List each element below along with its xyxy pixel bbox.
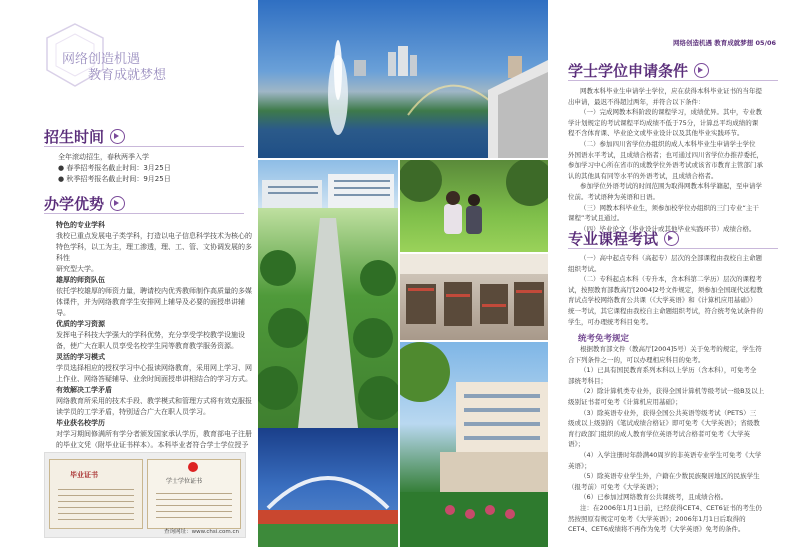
advantage-head: 优质的学习资源 xyxy=(56,320,105,328)
course-body xyxy=(568,253,793,327)
right-column xyxy=(548,0,800,547)
arrow-right-icon xyxy=(110,196,125,211)
exempt-title: 统考免考规定 xyxy=(578,334,630,344)
main-building-photo xyxy=(400,342,548,547)
seal-icon xyxy=(188,462,198,472)
advantage-line: 特色学科，以工为主，理工渗透，理、工、管、文协调发展的多科性 xyxy=(56,243,252,262)
main-building-scene xyxy=(400,342,548,547)
degree-line: 认的其他具有同等水平的外语考试，且成绩合格者。 xyxy=(568,171,718,180)
divider xyxy=(568,248,778,249)
degree-line: 位前。考试语种为英语和日语。 xyxy=(568,192,659,201)
advantage-line: 研究型大学。 xyxy=(56,265,98,273)
degree-line: 程不含体育课、毕业论文或毕业设计以及其他毕业实践环节。 xyxy=(568,129,744,138)
arrow-right-icon xyxy=(694,63,709,78)
degree-body xyxy=(568,86,793,234)
advantage-line: 对学习期间修满所有学分者颁发国家承认学历，教育部电子注册 xyxy=(56,430,252,438)
exempt-line: （3）除英语专业外，获得全国公共英语等级考试（PETS）三 xyxy=(580,408,757,417)
exempt-line: （报考前）可免考《大学英语》； xyxy=(568,482,663,491)
degree-certificate-sample xyxy=(147,459,241,529)
exempt-line: 部统考科目； xyxy=(568,376,607,385)
stadium-photo xyxy=(258,428,398,547)
course-line: 育试点学校网络教育公共课（《大学英语》和《计算机应用基础》） xyxy=(568,296,757,305)
campus-building-photo xyxy=(258,160,398,208)
degree-line: 参加学位外语考试的时间范围为取得网教本科学籍起，至申请学 xyxy=(580,182,762,191)
advantage-head: 雄厚的师资队伍 xyxy=(56,276,105,284)
course-title xyxy=(568,228,679,249)
exempt-line: 合下列条件之一的，可以办理相应科目的免考。 xyxy=(568,355,705,364)
slogan xyxy=(62,52,166,84)
divider xyxy=(44,213,244,214)
advantage-head: 毕业获名校学历 xyxy=(56,419,105,427)
advantage-body xyxy=(56,220,252,473)
students-scene xyxy=(400,160,548,252)
degree-line: 学计划规定的考试课程平均成绩不低于75分，计算总平均成绩的课 xyxy=(568,118,759,127)
advantage-line: 网络教育所采用的技术手段、教学模式和管理方式将有效克服报 xyxy=(56,397,252,405)
exempt-line: 根据教育部文件（教高厅[2004]5号）关于免考的规定，学生符 xyxy=(580,345,762,353)
advantage-head: 灵活的学习模式 xyxy=(56,353,105,361)
exempt-line: （1）已具有国民教育系列本科以上学历（含本科），可免考全 xyxy=(580,366,757,375)
advantage-title-text: 办学优势 xyxy=(44,195,105,213)
building-scene xyxy=(258,160,398,208)
exempt-line: 语》； xyxy=(568,440,585,449)
course-line: 学生，可办理统考科目免考。 xyxy=(568,317,653,326)
course-line: （二）专科起点本科（专升本，含本科第二学历）层次的课程考 xyxy=(580,275,762,284)
exempt-line: 级或以上级别的《笔试成绩合格证》即可免考《大学英语》；省级教 xyxy=(568,419,760,428)
avenue-scene xyxy=(258,208,398,428)
degree-line: 课程”考试且通过。 xyxy=(568,214,624,223)
exempt-line: （2）除计算机类专业外，获得全国计算机等级考试一级B及以上 xyxy=(580,387,765,396)
exempt-line: 英语》； xyxy=(568,461,591,470)
diploma-title: 毕业证书 xyxy=(70,471,98,479)
advantage-line: 的毕业文凭（附毕业证书样本）。本科毕业者符合学士学位授予 xyxy=(56,441,249,449)
degree-line: 出申请，最迟不得超过两年，并符合以下条件： xyxy=(568,97,705,106)
advantage-line: 体课件，并为网络教育学生安排网上辅导及必要的面授串讲辅导。 xyxy=(56,298,245,317)
certificate-lines xyxy=(156,488,232,520)
exempt-line: 注：在2006年1月1日前，已经获得CET4、CET6证书的考生仍 xyxy=(580,503,762,512)
advantage-line: 备，使广大在职人员享受名校学生同等教育教学服务资源。 xyxy=(56,342,238,350)
fountain-photo xyxy=(258,0,548,158)
exempt-line: 育行政部门组织的成人教育学位英语考试合格者可免考《大学英 xyxy=(568,429,750,438)
photo-column xyxy=(258,0,548,547)
course-line: 组织考试。 xyxy=(568,264,601,273)
certificate-lines xyxy=(58,484,134,520)
course-line: 试，按照教育部教高厅[2004]2号文件规定，须参加全国现代远程教 xyxy=(568,285,763,294)
enroll-line: 全年滚动招生，春秋两季入学 xyxy=(58,153,149,161)
library-photo xyxy=(400,254,548,340)
certificate-samples xyxy=(44,452,246,538)
degree-line: （四）毕业论文（毕业设计或其他毕业实践环节）成绩合格。 xyxy=(580,224,756,233)
advantage-title xyxy=(44,193,125,214)
advantage-line: 学员选择相应的授权学习中心报读网络教育，采用网上学习、网 xyxy=(56,364,252,372)
degree-line: （三）网教本科毕业生，须参加校学位办组织的三门专业“主干 xyxy=(580,203,759,212)
degree-cert-title: 学士学位证书 xyxy=(166,478,203,485)
divider xyxy=(568,80,778,81)
exempt-line: 级别证书者可免考《计算机应用基础》； xyxy=(568,397,682,406)
divider xyxy=(44,146,244,147)
exempt-line: CET4、CET6成绩将不再作为免考《大学英语》免考的条件。 xyxy=(568,525,745,534)
library-scene xyxy=(400,254,548,340)
course-title-text: 专业课程考试 xyxy=(568,230,659,248)
enroll-title xyxy=(44,126,125,147)
page-header: 网络创造机遇 教育成就梦想 05/06 xyxy=(673,39,776,47)
enroll-title-text: 招生时间 xyxy=(44,128,105,146)
tree-avenue-photo xyxy=(258,208,398,428)
exempt-line: （5）除英语专业学生外，户籍在少数民族聚居地区的民族学生 xyxy=(580,472,760,481)
enroll-line: ● 秋季招考报名截止时间：9月25日 xyxy=(58,175,171,183)
advantage-line: 我校已重点发展电子类学科，打造以电子信息科学技术为核心的 xyxy=(56,232,252,240)
degree-title xyxy=(568,60,709,81)
degree-line: 外国语水平考试，且成绩合格者；也可通过四川省学位办推荐委托， xyxy=(568,150,763,159)
students-photo xyxy=(400,160,548,252)
advantage-line: 依托学校雄厚的师资力量，聘请校内优秀教师制作高质量的多媒 xyxy=(56,287,252,295)
enroll-line: ● 春季招考报名截止时间：3月25日 xyxy=(58,164,171,172)
advantage-line: 上作业、网络答疑辅导、业余时间面授串讲相结合的学习方式。 xyxy=(56,375,252,383)
exempt-body xyxy=(568,344,793,535)
stadium-scene xyxy=(258,428,398,547)
exempt-line: （6）已参加过网络教育公共课统考，且成绩合格。 xyxy=(580,493,728,502)
diploma-sample xyxy=(49,459,143,529)
slogan-line2: 教育成就梦想 xyxy=(88,68,167,83)
exempt-line: 然按照原有规定可免考《大学英语》；2006年1月1日后取得的 xyxy=(568,514,746,523)
advantage-line: 读学员的工学矛盾，特别适合广大在职人员学习。 xyxy=(56,408,210,416)
degree-line: 网教本科毕业生申请学士学位，应在获得本科毕业证书的当年提 xyxy=(580,87,762,95)
advantage-head: 有效解决工学矛盾 xyxy=(56,386,112,394)
advantage-head: 特色的专业学科 xyxy=(56,221,105,229)
course-line: （一）高中起点专科（高起专）层次的全部课程由我校自主命题 xyxy=(580,254,762,262)
left-column xyxy=(0,0,258,547)
exempt-line: （4）入学注册时年龄满40周岁的非英语专业学生可免考《大学 xyxy=(580,450,762,459)
degree-title-text: 学士学位申请条件 xyxy=(568,62,689,80)
query-url: 查询网址：www.chsi.com.cn xyxy=(164,529,239,535)
degree-line: （二）参加四川省学位办组织的成人本科毕业生申请学士学位 xyxy=(580,139,756,148)
enroll-body xyxy=(58,152,171,185)
fountain-scene xyxy=(258,0,548,158)
degree-line: 参加学习中心所在省市的成教学位外语考试或该省市教育主管部门承 xyxy=(568,161,763,170)
slogan-line1: 网络创造机遇 xyxy=(62,52,141,67)
arrow-right-icon xyxy=(110,129,125,144)
advantage-line: 发挥电子科技大学强大的学科优势，充分享受学校教学设施设 xyxy=(56,331,245,339)
degree-line: （一）完成网教本科阶段的课程学习，成绩优异。其中，专业教 xyxy=(580,108,762,117)
arrow-right-icon xyxy=(664,231,679,246)
course-line: 统一考试，其它课程由我校自主命题组织考试，符合统考免试条件的 xyxy=(568,306,763,315)
